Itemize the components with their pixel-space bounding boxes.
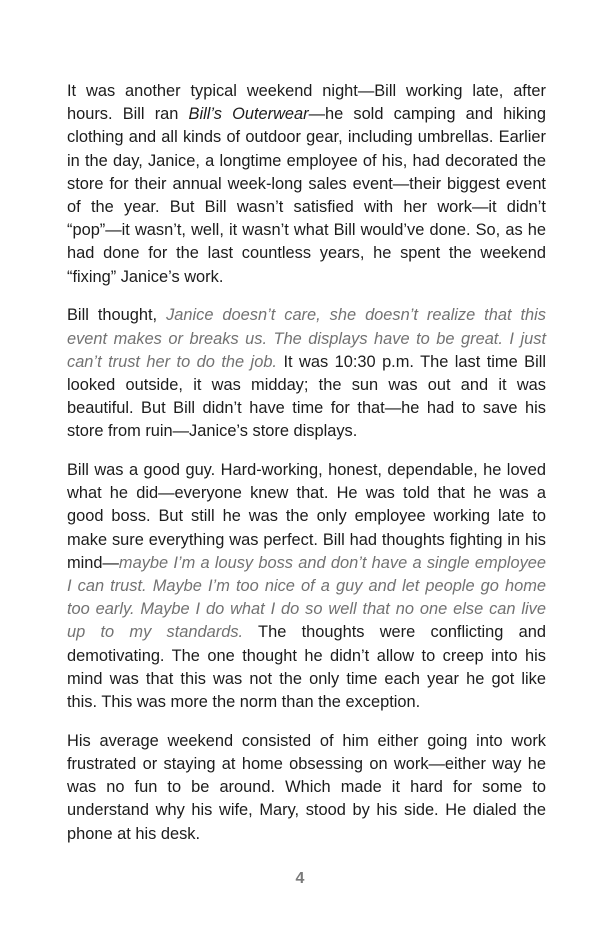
paragraph-2 xyxy=(67,304,546,443)
paragraph-text: Bill was a good guy. Hard-working, honest, dependable, he loved what he did—everyone knew that. He was told that he was a good boss. But still he was the only employee working late to make sure everything was perfect. Bill had thoughts fighting in his mind— xyxy=(67,461,546,572)
page-number: 4 xyxy=(295,870,305,887)
inner-thought: Janice doesn’t care, she doesn’t realize that this event makes or breaks us. The displays have to be great. I just can’t trust her to do the job. xyxy=(67,306,546,371)
paragraph-text: —he sold camping and hiking clothing and all kinds of outdoor gear, including umbrellas. Earlier in the day, Janice, a longtime employee of his, had decorated the store for their annual week-long sales event—their biggest event of the year. But Bill wasn’t satisfied with her work—it didn’t “pop”—it wasn’t, well, it wasn’t what Bill would’ve done. So, as he had done for the last countless years, he spent the weekend “fixing” Janice’s work. xyxy=(67,105,546,286)
paragraph-text: It was another typical weekend night—Bill working late, after hours. Bill ran xyxy=(67,82,546,124)
paragraph-text: His average weekend consisted of him either going into work frustrated or staying at home obsessing on work—either way he was no fun to be around. Which made it hard for some to understand why his wife, Mary, stood by his side. He dialed the phone at his desk. xyxy=(67,731,546,843)
store-name: Bill’s Outerwear xyxy=(188,105,309,124)
paragraph-text: It was 10:30 p.m. The last time Bill looked outside, it was midday; the sun was out and it was beautiful. But Bill didn’t have time for that—he had to save his store from ruin—Janice’s store displays. xyxy=(67,352,547,441)
inner-thought: maybe I’m a lousy boss and don’t have a single employee I can trust. Maybe I’m too nice of a guy and let people go home too early. Maybe I do what I do so well that no one else can live up to my standards. xyxy=(67,553,546,642)
paragraph-text: Bill thought, xyxy=(67,306,167,325)
paragraph-1 xyxy=(67,80,546,289)
page-body xyxy=(67,80,546,861)
paragraph-4 xyxy=(67,730,546,846)
paragraph-text: The thoughts were conflicting and demotivating. The one thought he didn’t allow to creep into his mind was that this was not the only time each year he got like this. This was more the norm than the exception. xyxy=(67,623,547,712)
paragraph-3 xyxy=(67,459,546,714)
